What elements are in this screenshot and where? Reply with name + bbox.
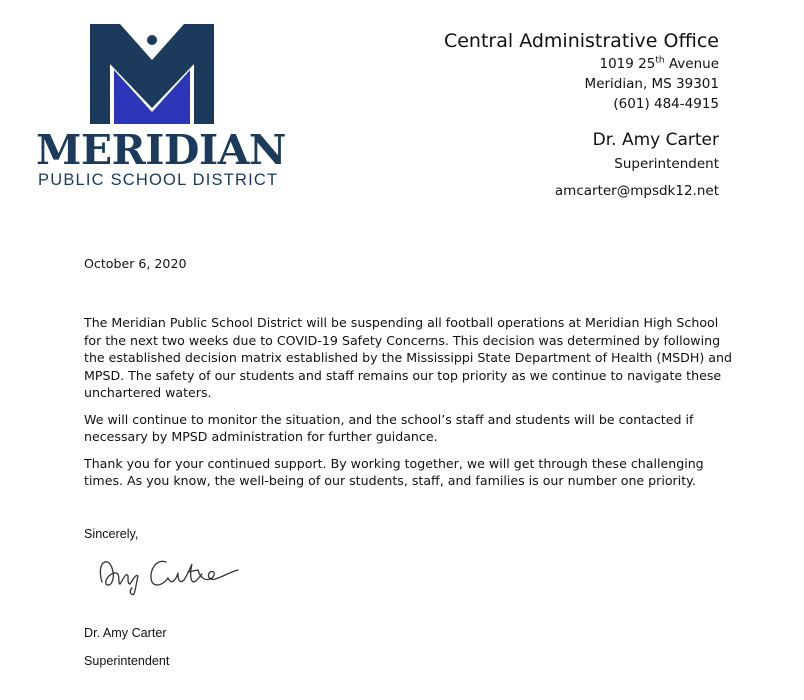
office-header xyxy=(444,28,719,201)
superintendent-name: Dr. Amy Carter xyxy=(592,130,719,150)
street-number: 1019 25 xyxy=(599,56,656,72)
paragraph: The Meridian Public School District will be suspending all football operations at Meridian High School for the next two weeks due to COVID-19 Safety Concerns. This decision was determined by following the established decision matrix established by the Mississippi State Department of Health (MSDH) and MPSD. The safety of our students and staff remains our top priority as we continue to navigate these unchartered waters. xyxy=(84,315,732,400)
office-phone: (601) 484-4915 xyxy=(613,96,719,112)
signature-icon xyxy=(92,548,252,598)
logo-name: MERIDIAN xyxy=(36,126,286,174)
office-street xyxy=(444,54,719,74)
district-logo xyxy=(36,24,286,192)
paragraph: We will continue to monitor the situation, and the school’s staff and students will be contacted if necessary by MPSD administration for further guidance. xyxy=(84,411,694,444)
office-title: Central Administrative Office xyxy=(443,30,719,52)
letter-body xyxy=(84,314,734,499)
paragraph: Thank you for your continued support. By working together, we will get through these challenging times. As you know, the well-being of our students, staff, and families is our number one priority. xyxy=(84,455,704,488)
office-city: Meridian, MS 39301 xyxy=(584,76,719,92)
superintendent-email[interactable]: amcarter@mpsdk12.net xyxy=(554,183,719,199)
letter-closing: Sincerely, xyxy=(84,527,139,541)
signer-name: Dr. Amy Carter xyxy=(84,626,167,640)
signer-title: Superintendent xyxy=(84,654,170,668)
district-emblem-icon xyxy=(90,24,214,124)
street-suffix: th xyxy=(655,55,665,66)
logo-subtitle: PUBLIC SCHOOL DISTRICT xyxy=(38,171,279,189)
letter-date: October 6, 2020 xyxy=(84,256,187,271)
street-name: Avenue xyxy=(664,56,719,72)
superintendent-role: Superintendent xyxy=(614,156,719,172)
